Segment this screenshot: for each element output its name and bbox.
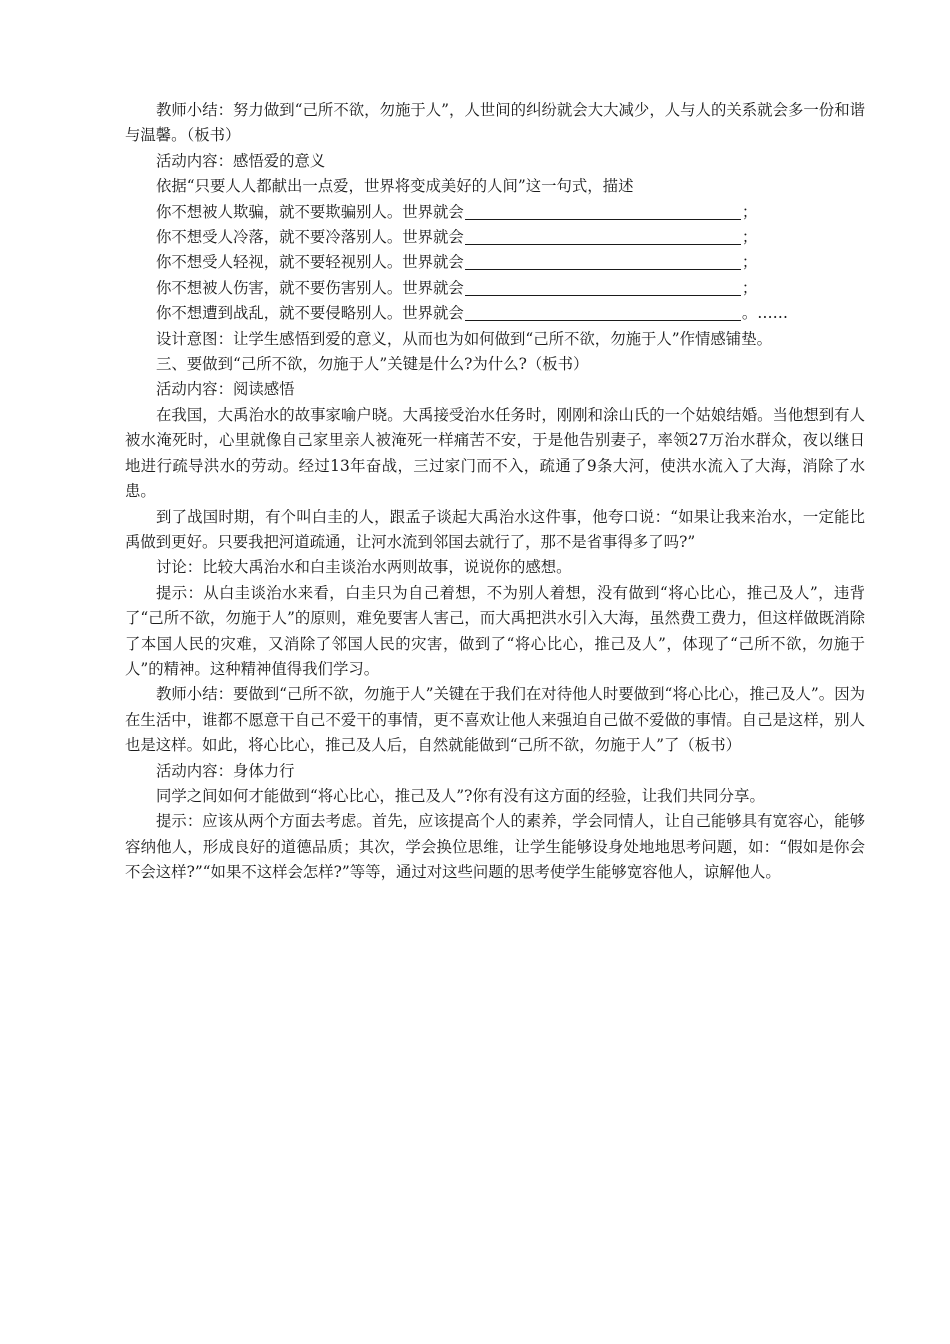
section-heading-3: 三、要做到“己所不欲，勿施于人”关键是什么?为什么?（板书） xyxy=(156,355,589,374)
teacher-summary-1: 教师小结：努力做到“己所不欲，勿施于人”，人世间的纠纷就会大大减少，人与人的关系就会多一份和谐与温馨。（板书） xyxy=(125,101,865,145)
fill-line-text: 你不想遭到战乱，就不要侵略别人。世界就会 xyxy=(156,304,464,323)
prompt-paragraph: 依据“只要人人都献出一点爱，世界将变成美好的人间”这一句式，描述 xyxy=(156,177,634,196)
activity-heading-3: 活动内容：身体力行 xyxy=(156,761,295,780)
fill-line-5 xyxy=(125,301,865,326)
question-paragraph: 同学之间如何才能做到“将心比心，推己及人”?你有没有这方面的经验，让我们共同分享。 xyxy=(156,786,765,805)
fill-line-text: 你不想被人欺骗，就不要欺骗别人。世界就会 xyxy=(156,202,464,221)
answer-blank xyxy=(465,251,741,270)
fill-line-text: 你不想受人轻视，就不要轻视别人。世界就会 xyxy=(156,253,464,272)
answer-blank xyxy=(465,302,741,321)
hint-1: 提示：从白圭谈治水来看，白圭只为自己着想，不为别人着想，没有做到“将心比心，推己及人”，违背了“己所不欲，勿施于人”的原则，难免要害人害己，而大禹把洪水引入大海，虽然费工费力，但这样做既消除了本国人民的灾难，又消除了邻国人民的灾害，做到了“将心比心，推己及人”，体现了“己所不欲，勿施于人”的精神。这种精神值得我们学习。 xyxy=(125,583,865,678)
fill-line-text: 你不想受人冷落，就不要冷落别人。世界就会 xyxy=(156,228,464,247)
fill-line-4 xyxy=(125,276,865,301)
fill-line-end: ； xyxy=(741,202,758,221)
design-intent: 设计意图：让学生感悟到爱的意义，从而也为如何做到“己所不欲，勿施于人”作情感铺垫。 xyxy=(156,329,772,348)
fill-line-end: 。…… xyxy=(741,304,789,323)
hint-2: 提示：应该从两个方面去考虑。首先，应该提高个人的素养，学会同情人，让自己能够具有宽容心，能够容纳他人，形成良好的道德品质；其次，学会换位思维，让学生能够设身处地地思考问题，如：“假如是你会不会这样?”“如果不这样会怎样?”等等，通过对这些问题的思考使学生能够宽容他人，谅解他人。 xyxy=(125,812,865,882)
story-dayu: 在我国，大禹治水的故事家喻户晓。大禹接受治水任务时，刚刚和涂山氏的一个姑娘结婚。当他想到有人被水淹死时，心里就像自己家里亲人被淹死一样痛苦不安，于是他告别妻子，率领27万治水群众，夜以继日地进行疏导洪水的劳动。经过13年奋战，三过家门而不入，疏通了9条大河，使洪水流入了大海，消除了水患。 xyxy=(125,405,865,501)
fill-line-1 xyxy=(125,200,865,225)
fill-line-2 xyxy=(125,225,865,250)
fill-line-text: 你不想被人伤害，就不要伤害别人。世界就会 xyxy=(156,278,464,297)
activity-heading-2: 活动内容：阅读感悟 xyxy=(156,380,295,399)
fill-line-end: ； xyxy=(741,253,758,272)
fill-line-end: ； xyxy=(741,228,758,247)
answer-blank xyxy=(465,226,741,245)
answer-blank xyxy=(465,201,741,220)
discussion: 讨论：比较大禹治水和白圭谈治水两则故事，说说你的感想。 xyxy=(156,558,572,577)
teacher-summary-2: 教师小结：要做到“己所不欲，勿施于人”关键在于我们在对待他人时要做到“将心比心，推己及人”。因为在生活中，谁都不愿意干自己不爱干的事情，更不喜欢让他人来强迫自己做不爱做的事情。自己是这样，别人也是这样。如此，将心比心，推己及人后，自然就能做到“己所不欲，勿施于人”了（板书） xyxy=(125,685,865,755)
story-baigui: 到了战国时期，有个叫白圭的人，跟孟子谈起大禹治水这件事，他夸口说：“如果让我来治水，一定能比禹做到更好。只要我把河道疏通，让河水流到邻国去就行了，那不是省事得多了吗?” xyxy=(125,507,865,551)
fill-line-end: ； xyxy=(741,278,758,297)
fill-line-3 xyxy=(125,250,865,275)
answer-blank xyxy=(465,277,741,296)
document-page xyxy=(125,98,865,886)
activity-heading-1: 活动内容：感悟爱的意义 xyxy=(156,151,326,170)
